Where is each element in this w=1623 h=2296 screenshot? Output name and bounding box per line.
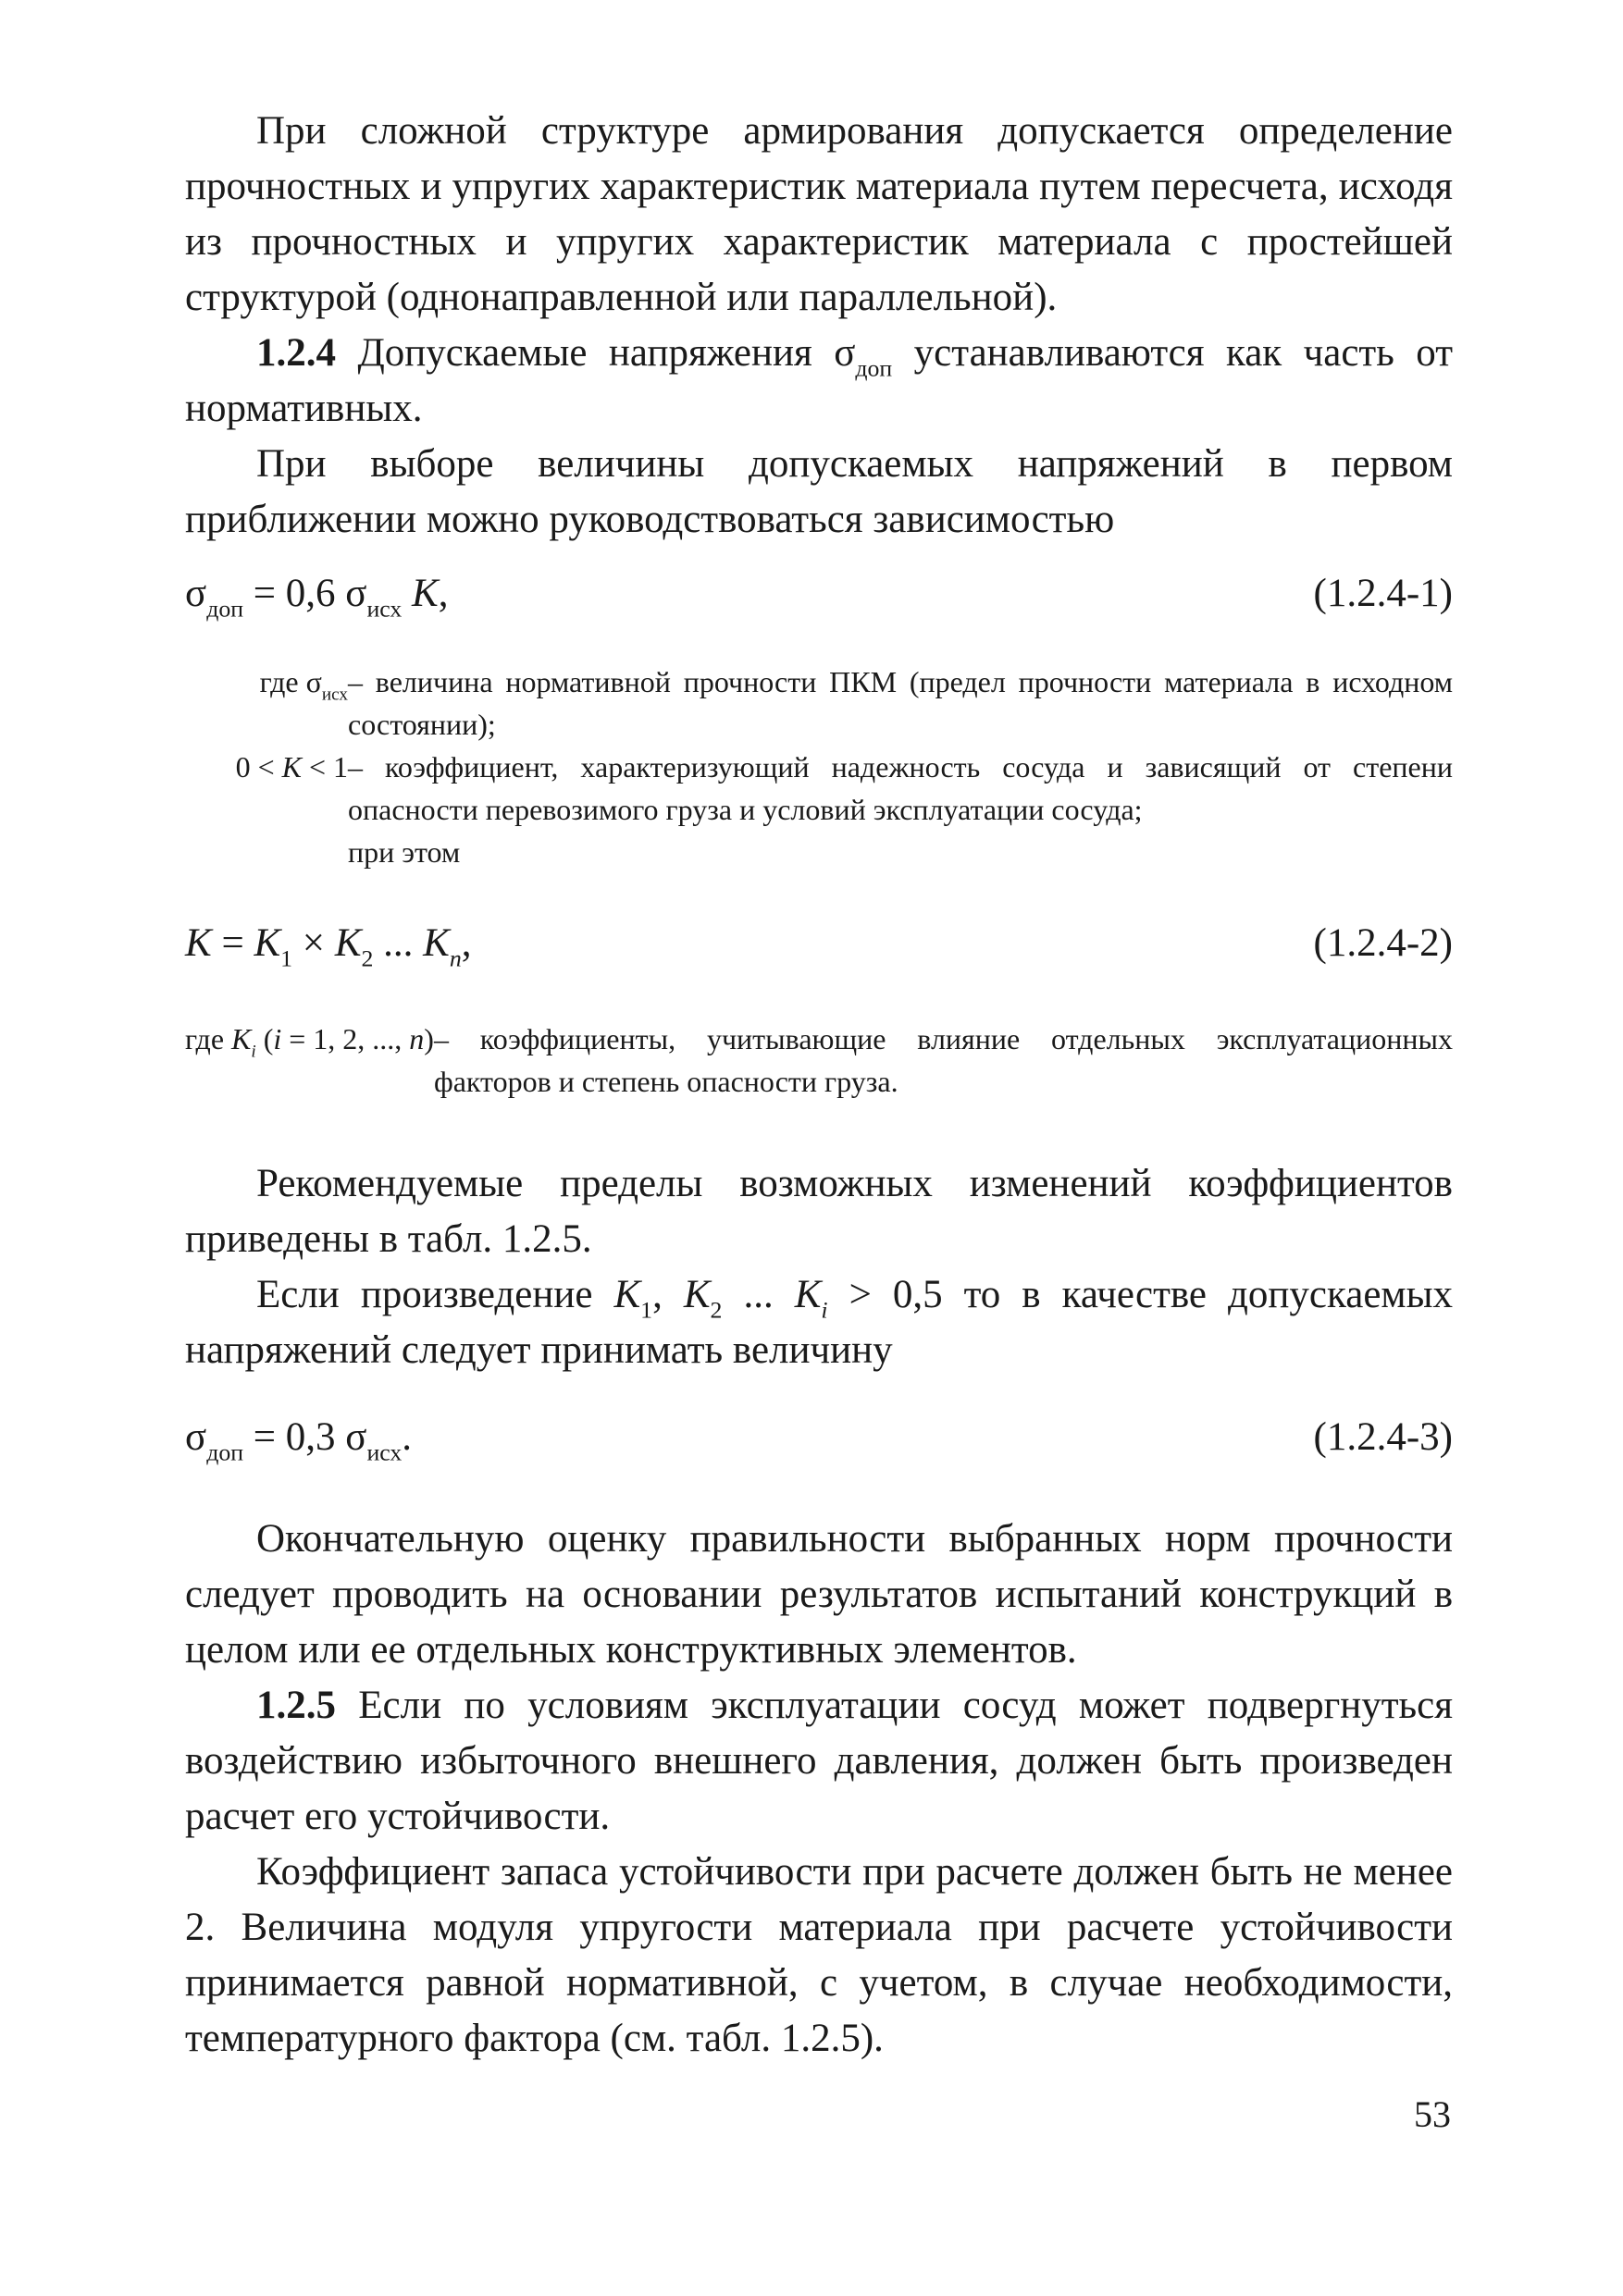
section-number-1-2-4: 1.2.4 — [256, 331, 336, 375]
text-block-bottom — [185, 1512, 1453, 2067]
formula-1-2-4-1 — [185, 566, 1453, 622]
paragraph-final-assessment: Окончательную оценку правильности выбранных норм прочности следует проводить на основании результатов испытаний конструкций в целом или ее отдельных конструктивных элементов. — [185, 1517, 1453, 1672]
definition-term: 0 < K < 1 — [235, 750, 348, 784]
paragraph-recommended-limits: Рекомендуемые пределы возможных изменений коэффициентов приведены в табл. 1.2.5. — [185, 1162, 1453, 1261]
formula-number: (1.2.4-3) — [1313, 1415, 1453, 1459]
paragraph-1-2-5: 1.2.5 Если по условиям эксплуатации сосуд может подвергнуться воздействию избыточного внешнего давления, должен быть произведен расчет его устойчивости. — [185, 1684, 1453, 1838]
section-number-1-2-5: 1.2.5 — [256, 1684, 336, 1727]
paragraph-1-2-4: 1.2.4 Допускаемые напряжения $\sigma_{доп}$ устанавливаются как часть от нормативных. — [185, 331, 1453, 430]
text-block-middle — [185, 1156, 1453, 1378]
definitions-block-2 — [185, 1018, 1453, 1103]
paragraph-stability-factor: Коэффициент запаса устойчивости при расчете должен быть не менее 2. Величина модуля упругости материала при расчете устойчивости принимается равной нормативной, с учетом, в случае необходимости, температурного фактора (см. табл. 1.2.5). — [185, 1850, 1453, 2060]
formula-expression: $\sigma_{доп} = 0,6$ $\sigma_{исх}$ K, — [185, 572, 449, 623]
formula-number: (1.2.4-2) — [1313, 921, 1453, 965]
definition-term: где $\sigma_{исх}$ — [259, 665, 348, 705]
paragraph-first-approximation: При выборе величины допускаемых напряжений в первом приближении можно руководствоваться зависимостью — [185, 442, 1453, 541]
definition-ki: где $K_i$ (i = 1, 2, ..., n) – коэффициенты, учитывающие влияние отдельных эксплуатационных факторов и степень опасности груза. — [185, 1018, 1453, 1103]
definitions-block-1 — [185, 660, 1453, 873]
paragraph-if-product: Если произведение $K_1$, $K_2$ ... $K_i > 0,5$ то в качестве допускаемых напряжений следует принимать величину — [185, 1273, 1454, 1372]
definition-k: 0 < K < 1 – коэффициент, характеризующий надежность сосуда и зависящий от степени опасности перевозимого груза и условий эксплуатации сосуда; — [185, 746, 1453, 831]
text-block-top — [185, 104, 1453, 548]
formula-number: (1.2.4-1) — [1313, 572, 1453, 615]
formula-expression: $\sigma_{доп} = 0,3$ $\sigma_{исх}$. — [185, 1415, 413, 1466]
formula-1-2-4-3 — [185, 1410, 1453, 1465]
page-number: 53 — [1414, 2093, 1451, 2135]
paragraph-reinforcement: При сложной структуре армирования допускается определение прочностных и упругих характеристик материала путем пересчета, исходя из прочностных и упругих характеристик материала с простейшей структурой (однонаправленной или параллельной). — [185, 109, 1453, 319]
definition-sigma-isx: где $\sigma_{исх}$ – величина нормативной прочности ПКМ (предел прочности материала в исходном состоянии); — [185, 660, 1453, 746]
formula-1-2-4-2 — [185, 916, 1453, 971]
definition-continuation: при этом — [348, 835, 461, 869]
definition-term: где $K_i$ (i = 1, 2, ..., n) — [185, 1022, 434, 1062]
formula-expression: $K = K_1 \times K_2$ ... $K_n$, — [185, 921, 472, 972]
